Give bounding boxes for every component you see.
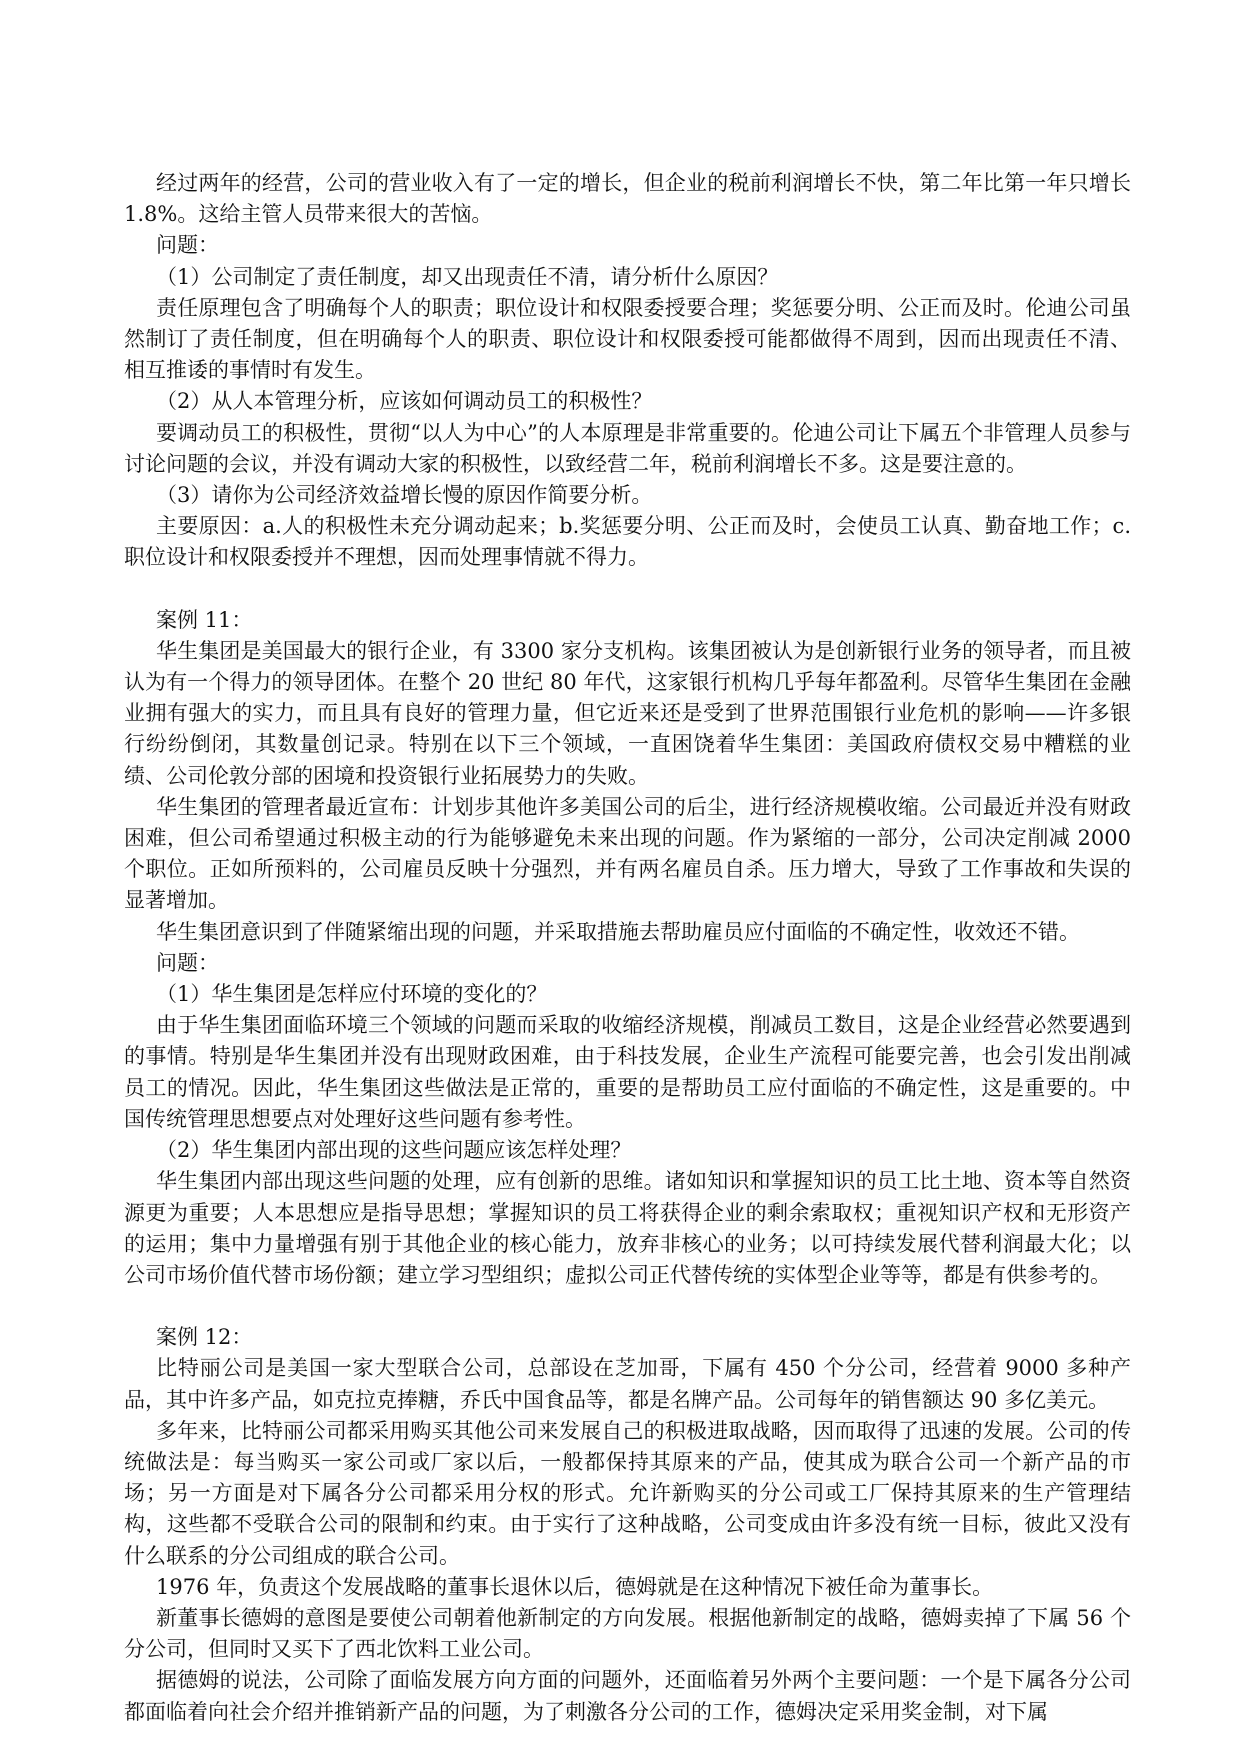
- paragraph: 比特丽公司是美国一家大型联合公司，总部设在芝加哥，下属有 450 个分公司，经营着 9000 多种产品，其中许多产品，如克拉克捧糖，乔氏中国食品等，都是名牌产品。公司每年的销售额达 90 多亿美元。: [124, 1356, 1131, 1412]
- question: （2）华生集团内部出现的这些问题应该怎样处理？: [156, 1138, 632, 1163]
- question: （1）华生集团是怎样应付环境的变化的？: [156, 982, 548, 1007]
- question: （3）请你为公司经济效益增长慢的原因作简要分析。: [156, 483, 653, 508]
- case-heading: 案例 11：: [156, 607, 253, 632]
- answer-paragraph: 责任原理包含了明确每个人的职责；职位设计和权限委授要合理；奖惩要分明、公正而及时。伦迪公司虽然制订了责任制度，但在明确每个人的职责、职位设计和权限委授可能都做得不周到，因而出现责任不清、相互推诿的事情时有发生。: [124, 295, 1131, 383]
- answer-paragraph: 要调动员工的积极性，贯彻“以人为中心”的人本原理是非常重要的。伦迪公司让下属五个非管理人员参与讨论问题的会议，并没有调动大家的积极性，以致经营二年，税前利润增长不多。这是要注意的。: [124, 420, 1131, 476]
- question: （2）从人本管理分析，应该如何调动员工的积极性？: [156, 389, 653, 414]
- section-gap: [124, 1291, 1131, 1322]
- paragraph: 新董事长德姆的意图是要使公司朝着他新制定的方向发展。根据他新制定的战略，德姆卖掉了下属 56 个分公司，但同时又买下了西北饮料工业公司。: [124, 1605, 1131, 1662]
- answer-paragraph: 由于华生集团面临环境三个领域的问题而采取的收缩经济规模，削减员工数目，这是企业经营必然要遇到的事情。特别是华生集团并没有出现财政困难，由于科技发展，企业生产流程可能要完善，也会引发出削减员工的情况。因此，华生集团这些做法是正常的，重要的是帮助员工应付面临的不确定性，这是重要的。中国传统管理思想要点对处理好这些问题有参考性。: [124, 1013, 1131, 1131]
- section-gap: [124, 574, 1131, 605]
- paragraph: 1976 年，负责这个发展战略的董事长退休以后，德姆就是在这种情况下被任命为董事长。: [156, 1574, 994, 1599]
- question: （1）公司制定了责任制度，却又出现责任不清，请分析什么原因？: [156, 264, 779, 289]
- paragraph: 华生集团意识到了伴随紧缩出现的问题，并采取措施去帮助雇员应付面临的不确定性，收效还不错。: [156, 919, 1080, 944]
- paragraph: 据德姆的说法，公司除了面临发展方向方面的问题外，还面临着另外两个主要问题：一个是下属各分公司都面临着向社会介绍并推销新产品的问题，为了刺激各分公司的工作，德姆决定采用奖金制，对下属: [124, 1668, 1131, 1724]
- paragraph: 华生集团是美国最大的银行企业，有 3300 家分支机构。该集团被认为是创新银行业务的领导者，而且被认为有一个得力的领导团体。在整个 20 世纪 80 年代，这家银行机构几乎每年都盈利。尽管华生集团在金融业拥有强大的实力，而且具有良好的管理力量，但它近来还是受到了世界范围银行业危机的影响——许多银行纷纷倒闭，其数量创记录。特别在以下三个领域，一直困饶着华生集团：美国政府债权交易中糟糕的业绩、公司伦敦分部的困境和投资银行业拓展势力的失败。: [124, 638, 1131, 788]
- paragraph: 经过两年的经营，公司的营业收入有了一定的增长，但企业的税前利润增长不快，第二年比第一年只增长 1.8%。这给主管人员带来很大的苦恼。: [124, 171, 1131, 227]
- case-heading: 案例 12：: [156, 1325, 253, 1350]
- answer-paragraph: 主要原因：a.人的积极性未充分调动起来；b.奖惩要分明、公正而及时，会使员工认真、勤奋地工作；c.职位设计和权限委授并不理想，因而处理事情就不得力。: [124, 514, 1131, 570]
- paragraph: 华生集团的管理者最近宣布：计划步其他许多美国公司的后尘，进行经济规模收缩。公司最近并没有财政困难，但公司希望通过积极主动的行为能够避免未来出现的问题。作为紧缩的一部分，公司决定削减 2000 个职位。正如所预料的，公司雇员反映十分强烈，并有两名雇员自杀。压力增大，导致了工作事故和失误的显著增加。: [124, 794, 1131, 913]
- question-heading: 问题：: [156, 950, 219, 975]
- paragraph: 多年来，比特丽公司都采用购买其他公司来发展自己的积极进取战略，因而取得了迅速的发展。公司的传统做法是：每当购买一家公司或厂家以后，一般都保持其原来的产品，使其成为联合公司一个新产品的市场；另一方面是对下属各分公司都采用分权的形式。允许新购买的分公司或工厂保持其原来的生产管理结构，这些都不受联合公司的限制和约束。由于实行了这种战略，公司变成由许多没有统一目标，彼此又没有什么联系的分公司组成的联合公司。: [124, 1418, 1131, 1568]
- answer-paragraph: 华生集团内部出现这些问题的处理，应有创新的思维。诸如知识和掌握知识的员工比土地、资本等自然资源更为重要；人本思想应是指导思想；掌握知识的员工将获得企业的剩余索取权；重视知识产权和无形资产的运用；集中力量增强有别于其他企业的核心能力，放弃非核心的业务；以可持续发展代替利润最大化；以公司市场价值代替市场份额；建立学习型组织；虚拟公司正代替传统的实体型企业等等，都是有供参考的。: [124, 1169, 1131, 1287]
- question-heading: 问题：: [156, 233, 219, 258]
